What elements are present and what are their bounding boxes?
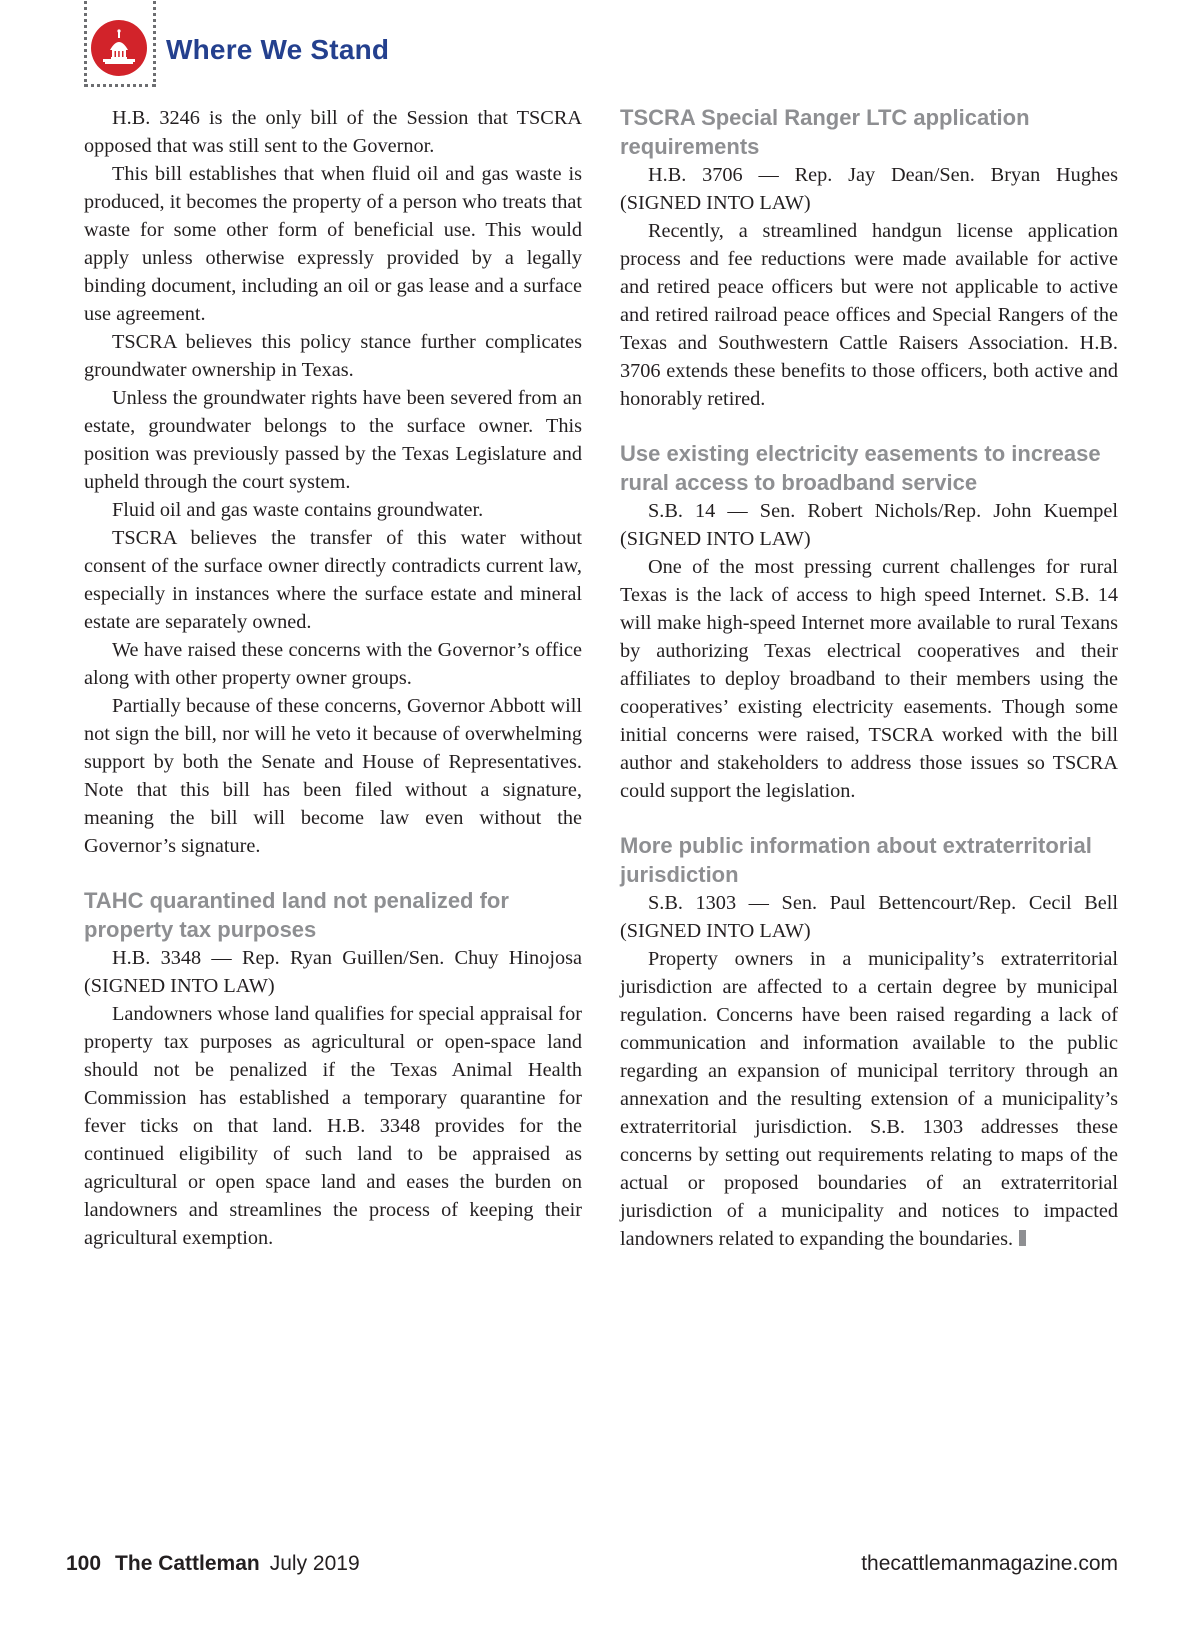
paragraph: Fluid oil and gas waste contains groundwater. [112, 499, 484, 521]
left-column [84, 104, 582, 1252]
right-column [620, 104, 1118, 1253]
bill-line: S.B. 1303 — Sen. Paul Bettencourt/Rep. Cecil Bell (SIGNED INTO LAW) [620, 892, 1118, 942]
bill-line: S.B. 14 — Sen. Robert Nichols/Rep. John Kuempel (SIGNED INTO LAW) [620, 500, 1118, 550]
paragraph: Recently, a streamlined handgun license application process and fee reductions were made available for active and retired peace officers but were not applicable to active and retired railroad peace offices and Special Rangers of the Texas and Southwestern Cattle Raisers Association. H.B. 3706 extends these benefits to those officers, both active and honorably retired. [620, 220, 1118, 410]
issue-date: July 2019 [269, 1552, 360, 1575]
paragraph: TSCRA believes this policy stance further complicates groundwater ownership in Texas. [84, 331, 582, 381]
section-heading-tahc: TAHC quarantined land not penalized for property tax purposes [84, 888, 509, 942]
section-heading-etj: More public information about extraterritorial jurisdiction [620, 833, 1092, 887]
bill-line: H.B. 3706 — Rep. Jay Dean/Sen. Bryan Hughes (SIGNED INTO LAW) [620, 164, 1118, 214]
paragraph: H.B. 3246 is the only bill of the Session that TSCRA opposed that was still sent to the Governor. [84, 107, 582, 157]
magazine-name: The Cattleman [115, 1552, 260, 1575]
paragraph-text: Property owners in a municipality’s extraterritorial jurisdiction are affected to a certain degree by municipal regulation. Concerns have been raised regarding a lack of communication and information available to the public regarding an expansion of municipal territory through an annexation and the resulting extension of a municipality’s extraterritorial jurisdiction. S.B. 1303 addresses these concerns by setting out requirements relating to maps of the actual or proposed boundaries of an extraterritorial jurisdiction of a municipality and notices to impacted landowners related to expanding the boundaries. [620, 948, 1118, 1250]
paragraph: Unless the groundwater rights have been severed from an estate, groundwater belongs to the surface owner. This position was previously passed by the Texas Legislature and upheld through the court system. [84, 387, 582, 493]
bill-line: H.B. 3348 — Rep. Ryan Guillen/Sen. Chuy Hinojosa (SIGNED INTO LAW) [84, 947, 582, 997]
paragraph: Landowners whose land qualifies for special appraisal for property tax purposes as agricultural or open-space land should not be penalized if the Texas Animal Health Commission has established a temporary quarantine for fever ticks on that land. H.B. 3348 provides for the continued eligibility of such land to be appraised as agricultural or open space land and eases the burden on landowners and streamlines the process of keeping their agricultural exemption. [84, 1003, 582, 1249]
paragraph: We have raised these concerns with the Governor’s office along with other property owner groups. [84, 639, 582, 689]
paragraph: Partially because of these concerns, Governor Abbott will not sign the bill, nor will he veto it because of overwhelming support by both the Senate and House of Representatives. Note that this bill has been filed without a signature, meaning the bill will become law even without the Governor’s signature. [84, 695, 582, 857]
page-number: 100 [66, 1552, 102, 1575]
section-title: Where We Stand [166, 34, 390, 65]
paragraph: This bill establishes that when fluid oil and gas waste is produced, it becomes the property of a person who treats that waste for some other form of beneficial use. This would apply unless otherwise expressly provided by a legally binding document, including an oil or gas lease and a surface use agreement. [84, 163, 582, 325]
paragraph: TSCRA believes the transfer of this water without consent of the surface owner directly contradicts current law, especially in instances where the surface estate and mineral estate are separately owned. [84, 527, 582, 633]
paragraph: One of the most pressing current challenges for rural Texas is the lack of access to high speed Internet. S.B. 14 will make high-speed Internet more available to rural Texans by authorizing Texas electrical cooperatives and their affiliates to deploy broadband to their members using the cooperatives’ existing electricity easements. Though some initial concerns were raised, TSCRA worked with the bill author and stakeholders to address those issues so TSCRA could support the legislation. [620, 556, 1118, 802]
paragraph [620, 945, 1118, 1253]
website-url: thecattlemanmagazine.com [861, 1552, 1118, 1575]
section-heading-ranger: TSCRA Special Ranger LTC application requirements [620, 105, 1030, 159]
end-of-article-mark [1019, 1230, 1026, 1246]
section-heading-broadband: Use existing electricity easements to increase rural access to broadband service [620, 441, 1101, 495]
capitol-dome-icon [91, 20, 147, 76]
